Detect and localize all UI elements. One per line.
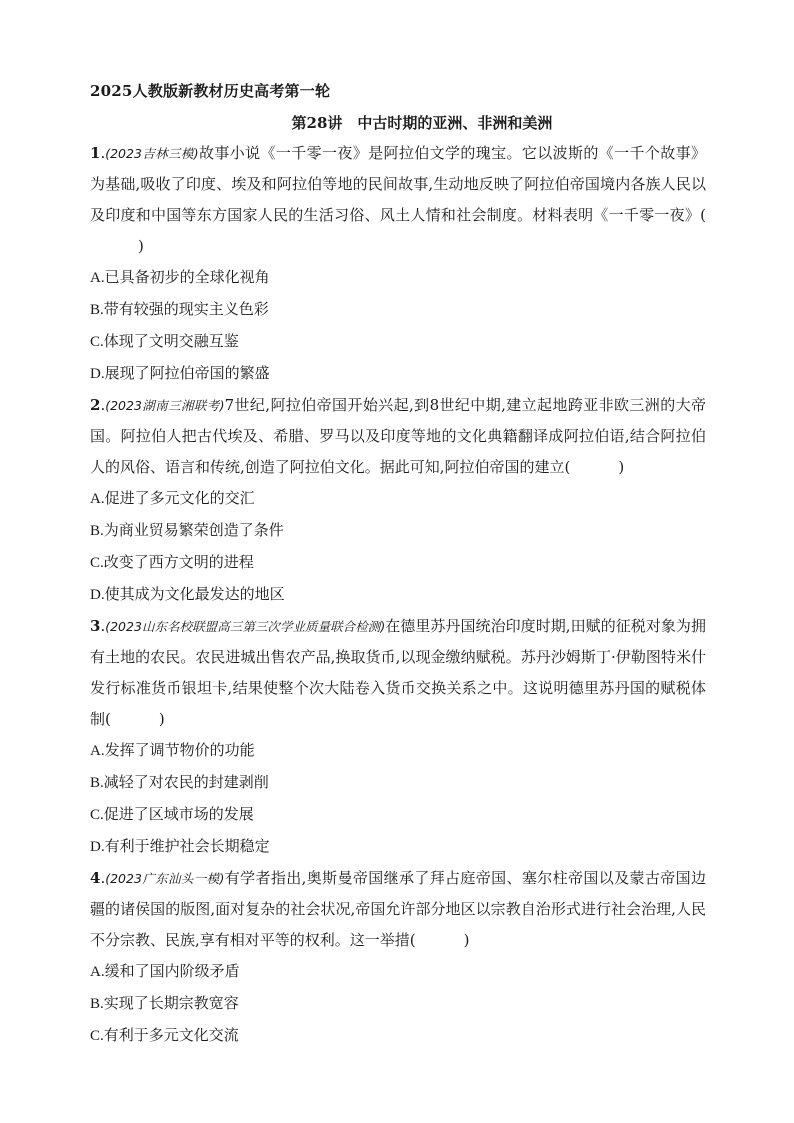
option-letter: D. (90, 839, 105, 855)
lecture-title: 第28讲 中古时期的亚洲、非洲和美洲 (291, 114, 553, 132)
option-letter: C. (90, 807, 104, 823)
option-letter: C. (90, 1028, 104, 1044)
question-list (90, 138, 706, 1052)
question-4 (90, 863, 706, 1052)
option-letter: B. (90, 523, 104, 539)
option-c[interactable] (90, 799, 706, 831)
option-text: 促进了多元文化的交汇 (104, 489, 255, 507)
option-text: 促进了区域市场的发展 (103, 805, 254, 823)
question-source: (2023湖南三湘联考) (105, 398, 225, 413)
question-stem: 1.(2023吉林三模)故事小说《一千零一夜》是阿拉伯文学的瑰宝。它以波斯的《一千个故事》为基础,吸收了印度、埃及和阿拉伯等地的民间故事,生动地反映了阿拉伯帝国境内各族人民以及印度和中国等东方国家人民的生活习俗、风土人情和社会制度。材料表明《一千零一夜》() (90, 144, 706, 255)
option-c[interactable] (90, 547, 706, 579)
option-b[interactable] (90, 988, 706, 1020)
answer-paren-close: ) (138, 237, 144, 255)
answer-paren-close: ) (463, 931, 470, 949)
option-a[interactable] (90, 735, 706, 767)
question-source: (2023广东汕头一模) (105, 871, 225, 886)
question-number: 1 (90, 144, 101, 162)
option-d[interactable] (90, 579, 706, 611)
answer-paren-close: ) (618, 458, 625, 476)
document-header: 2025人教版新教材历史高考第一轮 (90, 82, 331, 100)
question-1 (90, 138, 706, 390)
option-text: 带有较强的现实主义色彩 (103, 300, 269, 318)
option-c[interactable] (90, 326, 706, 358)
option-text: 有利于维护社会长期稳定 (104, 837, 270, 855)
question-text: 在德里苏丹国统治印度时期,田赋的征税对象为拥有土地的农民。农民进城出售农产品,换取货币,以现金缴纳赋税。苏丹沙姆斯丁·伊勒图特米什发行标准货币银坦卡,结果使整个次大陆卷入货币交换关系之中。这说明德里苏丹国的赋税体制( (90, 617, 706, 728)
option-letter: D. (90, 587, 105, 603)
option-letter: A. (90, 964, 105, 980)
option-letter: B. (90, 996, 104, 1012)
option-b[interactable] (90, 515, 706, 547)
question-text: 故事小说《一千零一夜》是阿拉伯文学的瑰宝。它以波斯的《一千个故事》为基础,吸收了印度、埃及和阿拉伯等地的民间故事,生动地反映了阿拉伯帝国境内各族人民以及印度和中国等东方国家人民的生活习俗、风土人情和社会制度。材料表明《一千零一夜》( (90, 144, 706, 224)
question-stem: 2.(2023湖南三湘联考)7世纪,阿拉伯帝国开始兴起,到8世纪中期,建立起地跨亚非欧三洲的大帝国。阿拉伯人把古代埃及、希腊、罗马以及印度等地的文化典籍翻译成阿拉伯语,结合阿拉伯人的风俗、语言和传统,创造了阿拉伯文化。据此可知,阿拉伯帝国的建立( ) (90, 396, 706, 476)
question-source: (2023山东名校联盟高三第三次学业质量联合检测) (105, 619, 386, 634)
option-letter: B. (90, 302, 104, 318)
option-text: 实现了长期宗教宽容 (103, 994, 239, 1012)
option-c[interactable] (90, 1020, 706, 1052)
option-d[interactable] (90, 831, 706, 863)
question-number: 2 (90, 396, 101, 414)
option-text: 为商业贸易繁荣创造了条件 (103, 521, 284, 539)
option-letter: C. (90, 334, 104, 350)
question-2 (90, 390, 706, 611)
option-text: 减轻了对农民的封建剥削 (103, 773, 269, 791)
option-text: 有利于多元文化交流 (103, 1026, 239, 1044)
option-b[interactable] (90, 294, 706, 326)
option-letter: B. (90, 775, 104, 791)
option-d[interactable] (90, 358, 706, 390)
question-source: (2023吉林三模) (105, 146, 199, 161)
option-b[interactable] (90, 767, 706, 799)
question-text: 有学者指出,奥斯曼帝国继承了拜占庭帝国、塞尔柱帝国以及蒙古帝国边疆的诸侯国的版图,面对复杂的社会状况,帝国允许部分地区以宗教自治形式进行社会治理,人民不分宗教、民族,享有相对平等的权利。这一举措( (90, 869, 706, 949)
option-text: 体现了文明交融互鉴 (103, 332, 239, 350)
question-3 (90, 611, 706, 863)
option-text: 缓和了国内阶级矛盾 (104, 962, 240, 980)
question-stem: 3.(2023山东名校联盟高三第三次学业质量联合检测)在德里苏丹国统治印度时期,田赋的征税对象为拥有土地的农民。农民进城出售农产品,换取货币,以现金缴纳赋税。苏丹沙姆斯丁·伊勒图特米什发行标准货币银坦卡,结果使整个次大陆卷入货币交换关系之中。这说明德里苏丹国的赋税体制( ) (90, 617, 706, 728)
option-a[interactable] (90, 956, 706, 988)
option-letter: C. (90, 555, 104, 571)
question-number: 4 (90, 869, 101, 887)
question-text: 7世纪,阿拉伯帝国开始兴起,到8世纪中期,建立起地跨亚非欧三洲的大帝国。阿拉伯人把古代埃及、希腊、罗马以及印度等地的文化典籍翻译成阿拉伯语,结合阿拉伯人的风俗、语言和传统,创造了阿拉伯文化。据此可知,阿拉伯帝国的建立( (90, 396, 706, 476)
option-text: 已具备初步的全球化视角 (104, 268, 270, 286)
option-text: 使其成为文化最发达的地区 (104, 585, 285, 603)
option-letter: A. (90, 270, 105, 286)
option-text: 展现了阿拉伯帝国的繁盛 (104, 364, 270, 382)
question-number: 3 (90, 617, 101, 635)
question-stem: 4.(2023广东汕头一模)有学者指出,奥斯曼帝国继承了拜占庭帝国、塞尔柱帝国以及蒙古帝国边疆的诸侯国的版图,面对复杂的社会状况,帝国允许部分地区以宗教自治形式进行社会治理,人民不分宗教、民族,享有相对平等的权利。这一举措( ) (90, 869, 706, 949)
option-letter: A. (90, 743, 105, 759)
option-a[interactable] (90, 262, 706, 294)
answer-paren-close: ) (158, 710, 165, 728)
option-a[interactable] (90, 483, 706, 515)
option-text: 发挥了调节物价的功能 (104, 741, 255, 759)
option-letter: D. (90, 366, 105, 382)
option-letter: A. (90, 491, 105, 507)
option-text: 改变了西方文明的进程 (103, 553, 254, 571)
